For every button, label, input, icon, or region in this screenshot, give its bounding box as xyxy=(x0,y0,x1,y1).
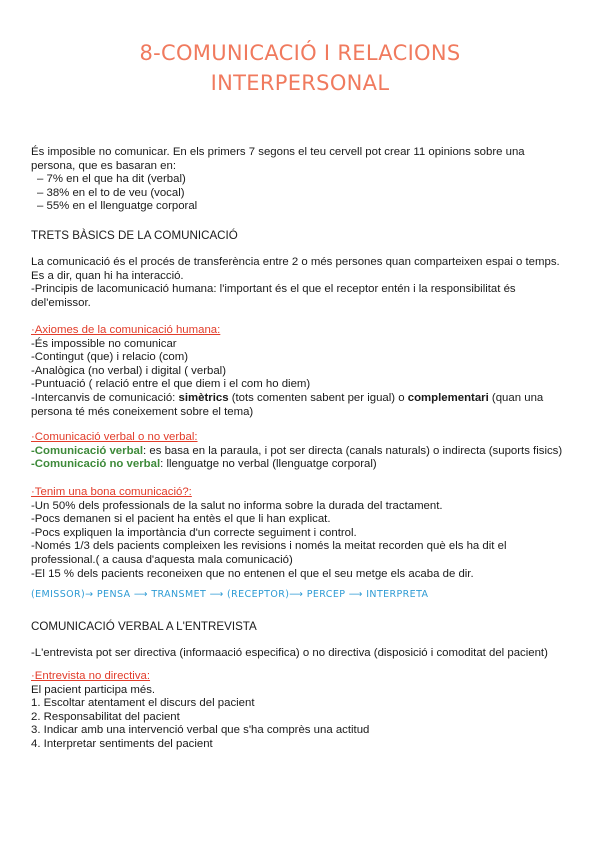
axiomes-text: -Intercanvis de comunicació: xyxy=(31,391,179,404)
trets-line: Es a dir, quan hi ha interacció. xyxy=(31,269,184,282)
no-directiva-item: 4. Interpretar sentiments del pacient xyxy=(31,737,213,750)
bona-item: -El 15 % dels pacients reconeixen que no entenen el que el seu metge els acaba de dir. xyxy=(31,567,474,580)
axiomes-text: (quan una xyxy=(488,391,544,404)
axiomes-item: -És impossible no comunicar xyxy=(31,337,177,350)
section-heading-trets: TRETS BÀSICS DE LA COMUNICACIÓ xyxy=(31,229,238,242)
axiomes-item: -Contingut (que) i relacio (com) xyxy=(31,351,188,364)
axiomes-item: -Analògica (no verbal) i digital ( verbal) xyxy=(31,364,226,377)
axiomes-line: persona té més coneixement sobre el tema) xyxy=(31,405,254,418)
trets-block xyxy=(31,256,581,310)
no-directiva-item: 2. Responsabilitat del pacient xyxy=(31,710,180,723)
trets-line: -Principis de lacomunicació humana: l'important és el que el receptor entén i la responsibilitat és xyxy=(31,283,516,296)
axiomes-bold-simetrics: simètrics xyxy=(178,391,229,404)
section-heading-entrevista: COMUNICACIÓ VERBAL A L'ENTREVISTA xyxy=(31,620,257,633)
bona-item: professional.( a causa d'aquesta mala comunicació) xyxy=(31,553,293,566)
bona-item: -Un 50% dels professionals de la salut no informa sobre la durada del tractament. xyxy=(31,499,443,512)
bona-heading: ·Tenim una bona comunicació?: xyxy=(31,486,192,498)
bona-item: -Pocs demanen si el pacient ha entès el que li han explicat. xyxy=(31,513,331,526)
axiomes-text: (tots comenten sabent per igual) o xyxy=(228,391,408,404)
verbal-block xyxy=(31,431,581,472)
intro-item: – 55% en el llenguatge corporal xyxy=(37,200,198,213)
intro-line: És imposible no comunicar. En els primers 7 segons el teu cervell pot crear 11 opinions sobre una xyxy=(31,146,525,158)
no-directiva-heading: ·Entrevista no directiva: xyxy=(31,670,151,682)
entrevista-text: -L'entrevista pot ser directiva (informaació especifica) o no directiva (disposició i comoditat del pacient) xyxy=(31,647,548,659)
bona-block xyxy=(31,486,581,581)
axiomes-bold-complementari: complementari xyxy=(407,391,489,404)
axiomes-heading: ·Axiomes de la comunicació humana: xyxy=(31,324,221,336)
axiomes-block xyxy=(31,324,581,419)
verbal-item xyxy=(31,458,581,472)
axiomes-item: -Puntuació ( relació entre el que diem i el com ho diem) xyxy=(31,378,311,391)
no-directiva-item: 1. Escoltar atentament el discurs del pacient xyxy=(31,697,255,710)
title-line-1: 8-COMUNICACIÓ I RELACIONS xyxy=(139,41,461,65)
intro-item: – 38% en el to de veu (vocal) xyxy=(37,186,185,199)
intro-line: persona, que es basaran en: xyxy=(31,159,177,172)
axiomes-item-intercanvis xyxy=(31,392,581,406)
intro-item: – 7% en el que ha dit (verbal) xyxy=(37,173,186,186)
title-line-2: INTERPERSONAL xyxy=(210,71,390,95)
communication-flow: (EMISSOR)→ PENSA ⟶ TRANSMET ⟶ (RECEPTOR)⟶ PERCEP ⟶ INTERPRETA xyxy=(31,589,429,600)
page-title xyxy=(0,38,600,98)
verbal-label: -Comunicació verbal xyxy=(31,444,144,457)
no-verbal-text: : llenguatge no verbal (llenguatge corporal) xyxy=(160,458,377,471)
entrevista-line xyxy=(31,647,581,661)
no-directiva-block xyxy=(31,670,581,752)
trets-line: del'emissor. xyxy=(31,296,91,309)
bona-item: -Pocs expliquen la importància d'un correcte seguiment i control. xyxy=(31,526,357,539)
verbal-heading: ·Comunicació verbal o no verbal: xyxy=(31,431,198,443)
trets-line: La comunicació és el procés de transferència entre 2 o més persones quan comparteixen espai o temps. xyxy=(31,256,560,268)
no-verbal-label: -Comunicació no verbal xyxy=(31,458,161,471)
no-directiva-intro: El pacient participa més. xyxy=(31,683,156,696)
intro-block xyxy=(31,146,581,214)
bona-item: -Només 1/3 dels pacients compleixen les revisions i només la meitat recorden què els ha dit el xyxy=(31,540,507,553)
verbal-text: : es basa en la paraula, i pot ser directa (canals naturals) o indirecta (suports fisics) xyxy=(143,444,563,457)
verbal-item xyxy=(31,445,581,459)
no-directiva-item: 3. Indicar amb una intervenció verbal que s'ha comprès una actitud xyxy=(31,724,370,737)
